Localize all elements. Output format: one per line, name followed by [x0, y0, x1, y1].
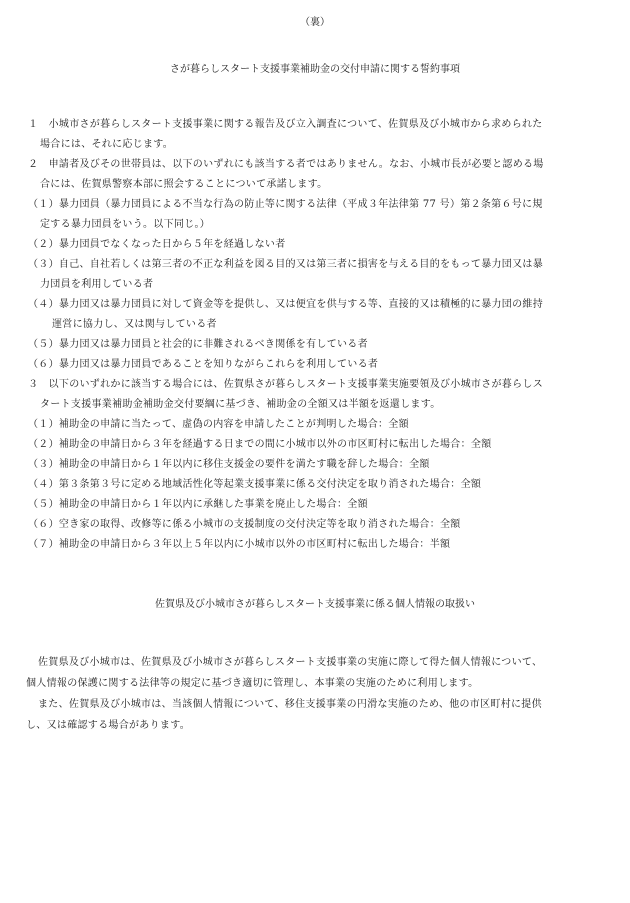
- privacy-paragraph-2-cont: し、又は確認する場合があります。: [26, 720, 190, 731]
- pledge-item-2: ２ 申請者及びその世帯員は、以下のいずれにも該当する者ではありません。なお、小城市長が必要と認める場: [28, 159, 544, 170]
- pledge-subitem-2-4: （４）暴力団又は暴力団員に対して資金等を提供し、又は便宜を供与する等、直接的又は積極的に暴力団の維持: [28, 299, 543, 310]
- pledge-subitem-3-4: （４）第３条第３号に定める地域活性化等起業支援事業に係る交付決定を取り消された場合：全額: [28, 479, 482, 490]
- pledge-subitem-3-6: （６）空き家の取得、改修等に係る小城市の支援制度の交付決定等を取り消された場合：全額: [28, 519, 461, 530]
- pledge-subitem-2-3: （３）自己、自社若しくは第三者の不正な利益を図る目的又は第三者に損害を与える目的をもって暴力団又は暴: [28, 259, 543, 270]
- pledge-subitem-3-2: （２）補助金の申請日から３年を経過する日までの間に小城市以外の市区町村に転出した場合：全額: [28, 439, 492, 450]
- privacy-paragraph-1-cont: 個人情報の保護に関する法律等の規定に基づき適切に管理し、本事業の実施のために利用します。: [26, 678, 479, 689]
- pledge-subitem-2-3-cont: 力団員を利用している者: [40, 279, 154, 290]
- pledge-subitem-2-4-cont: 運営に協力し、又は関与している者: [52, 319, 217, 330]
- pledge-item-3-cont: タート支援事業補助金補助金交付要綱に基づき、補助金の全額又は半額を返還します。: [40, 399, 441, 410]
- pledge-subitem-2-1-cont: 定する暴力団員をいう。以下同じ。）: [40, 219, 211, 230]
- pledge-subitem-3-5: （５）補助金の申請日から１年以内に承継した事業を廃止した場合：全額: [28, 499, 368, 510]
- pledge-item-2-cont: 合には、佐賀県警察本部に照会することについて承諾します。: [40, 179, 328, 190]
- pledge-subitem-2-6: （６）暴力団又は暴力団員であることを知りながらこれらを利用している者: [28, 359, 379, 370]
- pledge-subitem-2-1: （１）暴力団員（暴力団員による不当な行為の防止等に関する法律（平成３年法律第 77 号）第２条第６号に規: [28, 199, 543, 210]
- privacy-paragraph-1: 佐賀県及び小城市は、佐賀県及び小城市さが暮らしスタート支援事業の実施に際して得た個人情報について、: [38, 657, 543, 668]
- pledge-subitem-3-1: （１）補助金の申請に当たって、虚偽の内容を申請したことが判明した場合：全額: [28, 419, 409, 430]
- pledge-subitem-2-5: （５）暴力団又は暴力団員と社会的に非難されるべき関係を有している者: [28, 339, 368, 350]
- page-side-marker: （裏）: [300, 17, 330, 28]
- pledge-subitem-3-7: （７）補助金の申請日から３年以上５年以内に小城市以外の市区町村に転出した場合：半額: [28, 539, 451, 550]
- pledge-item-3: ３ 以下のいずれかに該当する場合には、佐賀県さが暮らしスタート支援事業実施要領及び小城市さが暮らしス: [28, 379, 543, 390]
- pledge-item-1: １ 小城市さが暮らしスタート支援事業に関する報告及び立入調査について、佐賀県及び小城市から求められた: [28, 119, 543, 130]
- pledge-subitem-3-3: （３）補助金の申請日から１年以内に移住支援金の要件を満たす職を辞した場合：全額: [28, 459, 430, 470]
- pledge-heading: さが暮らしスタート支援事業補助金の交付申請に関する誓約事項: [170, 64, 460, 75]
- pledge-subitem-2-2: （２）暴力団員でなくなった日から５年を経過しない者: [28, 239, 286, 250]
- privacy-paragraph-2: また、佐賀県及び小城市は、当該個人情報について、移住支援事業の円滑な実施のため、他の市区町村に提供: [38, 699, 542, 710]
- pledge-item-1-cont: 場合には、それに応じます。: [40, 139, 174, 150]
- privacy-heading: 佐賀県及び小城市さが暮らしスタート支援事業に係る個人情報の取扱い: [155, 599, 475, 610]
